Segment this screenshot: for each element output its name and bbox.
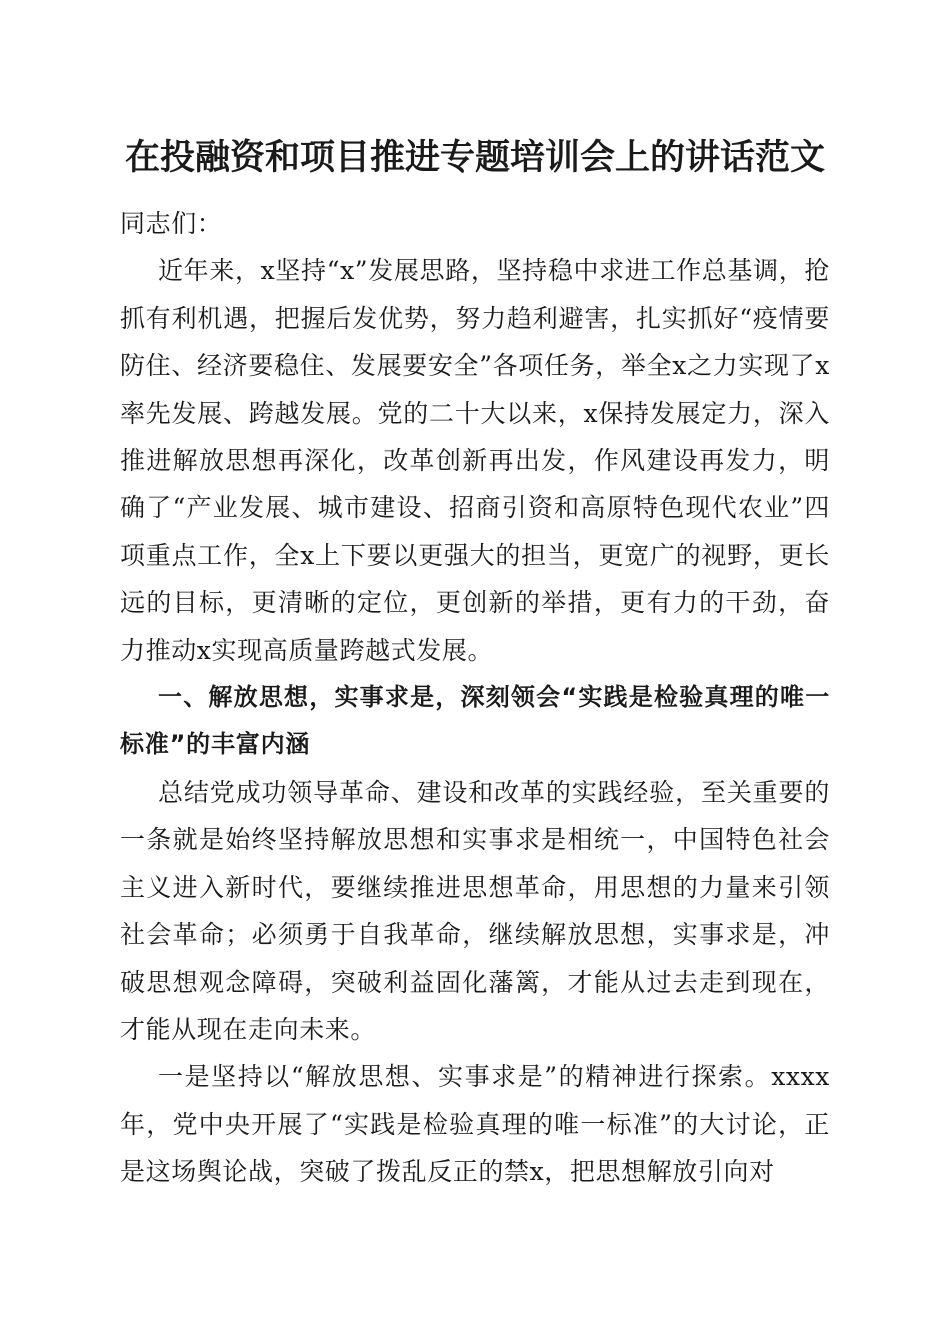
section-paragraph: 总结党成功领导革命、建设和改革的实践经验，至关重要的一条就是始终坚持解放思想和实事求是相统一，中国特色社会主义进入新时代，要继续推进思想革命，用思想的力量来引领社会革命；必须勇于自我革命，继续解放思想，实事求是，冲破思想观念障碍，突破利益固化藩篱，才能从过去走到现在，才能从现在走向未来。 (120, 777, 830, 1044)
document-body (120, 200, 830, 1196)
section-paragraph: 一是坚持以“解放思想、实事求是”的精神进行探索。xxxx年，党中央开展了“实践是检验真理的唯一标准”的大讨论，正是这场舆论战，突破了拨乱反正的禁x，把思想解放引向对 (120, 1062, 830, 1187)
salutation: 同志们： (120, 209, 223, 238)
intro-paragraph: 近年来，x坚持“x”发展思路，坚持稳中求进工作总基调，抢抓有利机遇，把握后发优势，努力趋利避害，扎实抓好“疫情要防住、经济要稳住、发展要安全”各项任务，举全x之力实现了x率先发展、跨越发展。党的二十大以来，x保持发展定力，深入推进解放思想再深化，改革创新再出发，作风建设再发力，明确了“产业发展、城市建设、招商引资和高原特色现代农业”四项重点工作，全x上下要以更强大的担当，更宽广的视野，更长远的目标，更清晰的定位，更创新的举措，更有力的干劲，奋力推动x实现高质量跨越式发展。 (120, 256, 830, 665)
section-heading: 一、解放思想，实事求是，深刻领会“实践是检验真理的唯一标准”的丰富内涵 (120, 683, 830, 759)
document-title: 在投融资和项目推进专题培训会上的讲话范文 (124, 137, 825, 178)
